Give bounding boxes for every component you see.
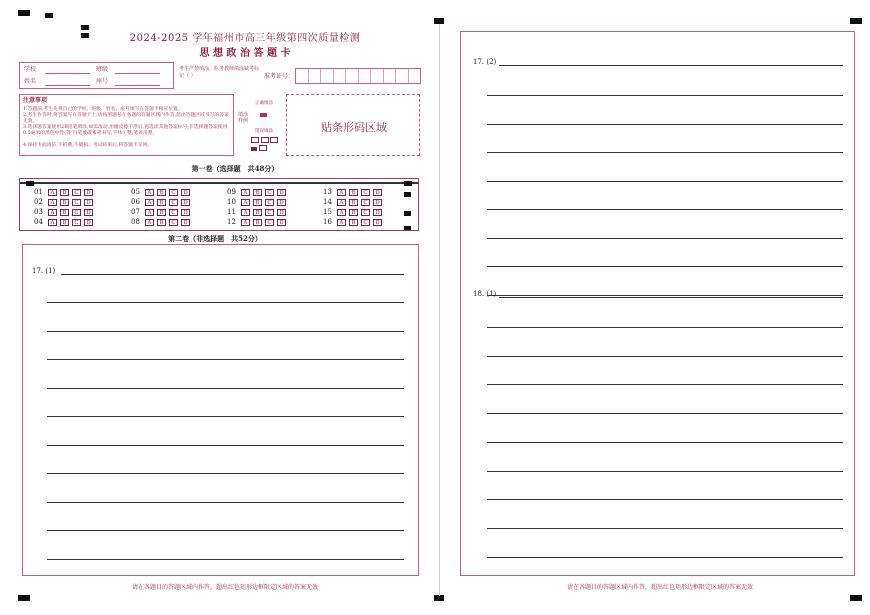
question-number: 05: [131, 188, 140, 196]
exam-number-label: 准考证号：: [264, 73, 295, 80]
option-d-bubble[interactable]: D: [181, 189, 190, 196]
question-number: 11: [227, 208, 236, 216]
answer-line[interactable]: [487, 384, 843, 385]
answer-box-17-1: [22, 244, 419, 576]
option-d-bubble[interactable]: D: [373, 209, 382, 216]
option-b-bubble[interactable]: B: [349, 189, 358, 196]
option-a-bubble[interactable]: A: [145, 219, 154, 226]
option-c-bubble[interactable]: C: [265, 199, 274, 206]
option-a-bubble[interactable]: A: [241, 219, 250, 226]
answer-line[interactable]: [487, 528, 843, 529]
answer-line[interactable]: [47, 331, 404, 332]
option-a-bubble[interactable]: A: [145, 209, 154, 216]
option-c-bubble[interactable]: C: [361, 189, 370, 196]
option-a-bubble[interactable]: A: [337, 219, 346, 226]
option-b-bubble[interactable]: B: [253, 209, 262, 216]
option-b-bubble[interactable]: B: [349, 219, 358, 226]
section1-title: 第一卷（选择题 共48分）: [191, 164, 279, 173]
option-d-bubble[interactable]: D: [373, 189, 382, 196]
answer-line[interactable]: [487, 209, 843, 210]
student-info-box: [19, 62, 174, 89]
option-d-bubble[interactable]: D: [84, 199, 93, 206]
page-title: 2024-2025 学年福州市高三年级第四次质量检测: [129, 33, 361, 44]
answer-line[interactable]: [487, 442, 843, 443]
answer-line[interactable]: [487, 356, 843, 357]
option-b-bubble[interactable]: B: [349, 209, 358, 216]
option-c-bubble[interactable]: C: [169, 189, 178, 196]
wrong-fill-label: 错误填涂: [255, 129, 273, 134]
option-a-bubble[interactable]: A: [48, 189, 57, 196]
option-a-bubble[interactable]: A: [337, 199, 346, 206]
question-number: 10: [227, 198, 236, 206]
registration-mark: [404, 181, 412, 186]
question-number: 06: [131, 198, 140, 206]
notes-box: [19, 94, 234, 156]
option-c-bubble[interactable]: C: [169, 209, 178, 216]
option-c-bubble[interactable]: C: [169, 199, 178, 206]
option-a-bubble[interactable]: A: [145, 189, 154, 196]
barcode-area: [286, 94, 420, 156]
option-a-bubble[interactable]: A: [48, 219, 57, 226]
registration-mark: [18, 595, 30, 601]
option-d-bubble[interactable]: D: [277, 189, 286, 196]
question-number: 08: [131, 218, 140, 226]
answer-line[interactable]: [47, 302, 404, 303]
question-number: 09: [227, 188, 236, 196]
option-d-bubble[interactable]: D: [373, 199, 382, 206]
option-a-bubble[interactable]: A: [241, 199, 250, 206]
absent-mark-hint: 考生严禁填涂，监考教师填涂缺考标记（ ）: [179, 66, 260, 79]
option-b-bubble[interactable]: B: [157, 219, 166, 226]
option-a-bubble[interactable]: A: [48, 209, 57, 216]
option-b-bubble[interactable]: B: [253, 189, 262, 196]
option-a-bubble[interactable]: A: [241, 209, 250, 216]
question-number: 15: [323, 208, 332, 216]
answer-line[interactable]: [47, 502, 404, 503]
answer-line[interactable]: [47, 559, 404, 560]
answer-line[interactable]: [47, 530, 404, 531]
school-label: 学校: [24, 66, 37, 73]
option-c-bubble[interactable]: C: [361, 199, 370, 206]
option-c-bubble[interactable]: C: [361, 209, 370, 216]
option-b-bubble[interactable]: B: [349, 199, 358, 206]
answer-line[interactable]: [487, 327, 843, 328]
option-c-bubble[interactable]: C: [265, 189, 274, 196]
name-label: 姓名: [24, 78, 37, 85]
page-subtitle: 思 想 政 治 答 题 卡: [199, 48, 291, 59]
registration-mark: [26, 181, 34, 186]
question-label: 17. (2): [473, 58, 497, 66]
answer-line[interactable]: [487, 152, 843, 153]
option-a-bubble[interactable]: A: [145, 199, 154, 206]
exam-number-boxes[interactable]: [295, 68, 421, 84]
question-number: 16: [323, 218, 332, 226]
option-c-bubble[interactable]: C: [169, 219, 178, 226]
answer-box-right: [460, 31, 855, 576]
option-c-bubble[interactable]: C: [265, 219, 274, 226]
name-field[interactable]: [45, 85, 90, 86]
option-d-bubble[interactable]: D: [277, 219, 286, 226]
registration-mark: [850, 595, 862, 601]
option-d-bubble[interactable]: D: [181, 199, 190, 206]
registration-mark: [45, 13, 53, 18]
barcode-label: 贴条形码区域: [321, 121, 387, 134]
answer-line[interactable]: [47, 445, 404, 446]
option-c-bubble[interactable]: C: [361, 219, 370, 226]
answer-line[interactable]: [487, 557, 843, 558]
option-d-bubble[interactable]: D: [181, 219, 190, 226]
option-c-bubble[interactable]: C: [72, 219, 81, 226]
notes-item: 1.答题前,考生先将自己的学校、班级、姓名、座号填写在答题卡相应位置。: [23, 107, 183, 112]
option-d-bubble[interactable]: D: [277, 199, 286, 206]
answer-line[interactable]: [47, 388, 404, 389]
notes-item: 4.保持卡面清洁,不折叠,不破损。考试结束后,将答题卡交回。: [23, 143, 153, 148]
footer-warning: 请在各题目的答题区域内作答，超出红色矩形边框限定区域的答案无效: [131, 584, 318, 591]
option-c-bubble[interactable]: C: [72, 189, 81, 196]
footer-warning: 请在各题目的答题区域内作答，超出红色矩形边框限定区域的答案无效: [566, 584, 753, 591]
answer-line[interactable]: [487, 238, 843, 239]
question-number: 13: [323, 188, 332, 196]
wrong-fill-samples: [251, 137, 279, 149]
notes-item: 3.选择题答案使用2B铅笔填涂,如需改动,用橡皮擦干净后,再选涂其他答案标号;非选择题答案使用0.5毫米的黑色中性(签字)笔或碳素笔书写,字体工整,笔迹清楚。: [23, 125, 228, 136]
fill-example-title: 填涂样例: [238, 112, 249, 124]
option-a-bubble[interactable]: A: [337, 209, 346, 216]
answer-line[interactable]: [47, 473, 404, 474]
option-c-bubble[interactable]: C: [72, 209, 81, 216]
option-b-bubble[interactable]: B: [253, 219, 262, 226]
correct-fill-label: 正确填涂: [255, 101, 273, 106]
answer-line[interactable]: [487, 295, 843, 296]
answer-line[interactable]: [487, 471, 843, 472]
question-number: 12: [227, 218, 236, 226]
class-label: 班级: [96, 66, 109, 73]
seat-field[interactable]: [115, 85, 160, 86]
section2-title: 第二卷（非选择题 共52分）: [168, 234, 262, 243]
correct-fill-sample: [260, 113, 267, 117]
answer-line[interactable]: [487, 266, 843, 267]
option-b-bubble[interactable]: B: [253, 199, 262, 206]
notes-item: 2.考生作答时,将答案写在答题卡上,请按照题号在各题的答题区域内作答,超出答题区域书写的答案无效。: [23, 113, 229, 124]
answer-line[interactable]: [487, 124, 843, 125]
option-a-bubble[interactable]: A: [241, 189, 250, 196]
option-b-bubble[interactable]: B: [60, 199, 69, 206]
question-number: 02: [34, 198, 43, 206]
option-c-bubble[interactable]: C: [265, 209, 274, 216]
option-d-bubble[interactable]: D: [84, 209, 93, 216]
option-b-bubble[interactable]: B: [157, 189, 166, 196]
class-field[interactable]: [115, 73, 160, 74]
option-d-bubble[interactable]: D: [84, 219, 93, 226]
answer-line[interactable]: [499, 65, 843, 66]
option-d-bubble[interactable]: D: [84, 189, 93, 196]
answer-line[interactable]: [499, 297, 843, 298]
question-label: 18. (1): [473, 290, 497, 298]
option-d-bubble[interactable]: D: [181, 209, 190, 216]
option-c-bubble[interactable]: C: [72, 199, 81, 206]
registration-mark: [850, 18, 862, 24]
option-b-bubble[interactable]: B: [157, 199, 166, 206]
fold-line: [439, 24, 440, 596]
mcq-top-bar: [20, 182, 418, 184]
option-a-bubble[interactable]: A: [48, 199, 57, 206]
seat-label: 座号: [96, 78, 109, 85]
answer-line[interactable]: [487, 181, 843, 182]
option-d-bubble[interactable]: D: [277, 209, 286, 216]
school-field[interactable]: [45, 73, 90, 74]
option-b-bubble[interactable]: B: [60, 209, 69, 216]
option-d-bubble[interactable]: D: [373, 219, 382, 226]
option-b-bubble[interactable]: B: [60, 219, 69, 226]
answer-line[interactable]: [487, 95, 843, 96]
answer-line[interactable]: [487, 413, 843, 414]
notes-title: 注意事项: [23, 97, 48, 104]
option-b-bubble[interactable]: B: [60, 189, 69, 196]
question-number: 14: [323, 198, 332, 206]
question-label: 17. (1): [32, 267, 56, 275]
question-number: 07: [131, 208, 140, 216]
answer-line[interactable]: [61, 274, 404, 275]
question-number: 01: [34, 188, 43, 196]
question-number: 04: [34, 218, 43, 226]
answer-line[interactable]: [47, 416, 404, 417]
mcq-box: [19, 178, 419, 231]
registration-mark: [18, 10, 30, 16]
option-b-bubble[interactable]: B: [157, 209, 166, 216]
answer-line[interactable]: [47, 359, 404, 360]
question-number: 03: [34, 208, 43, 216]
answer-line[interactable]: [487, 499, 843, 500]
option-a-bubble[interactable]: A: [337, 189, 346, 196]
